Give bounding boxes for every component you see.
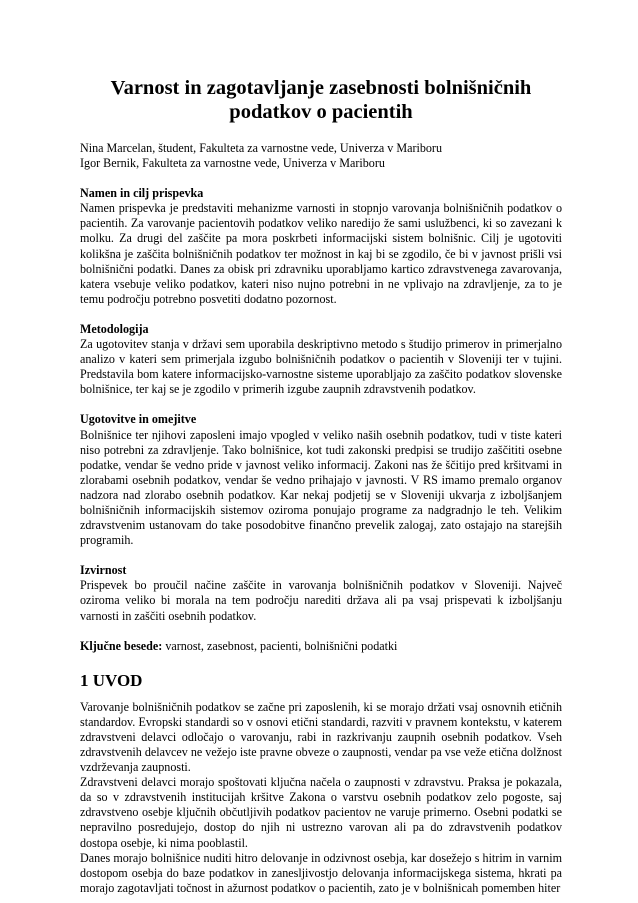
keywords-label: Ključne besede:	[80, 638, 163, 653]
section-text-methodology: Za ugotovitev stanja v državi sem uporabila deskriptivno metodo s študijo primerov in primerjalno analizo v kateri sem primerjala izgubo bolnišničnih podatkov o pacientih v Sloveniji ter v tujini. Predstavila bom katere informacijsko-varnostne sisteme uporabljajo za zaščito podatkov slovenske bolnišnice, ter kaj se je zgodilo v primerih izgube zaupnih zdravstvenih podatkov.	[80, 337, 562, 397]
chapter-body	[80, 700, 562, 896]
section-text-findings: Bolnišnice ter njihovi zaposleni imajo vpogled v veliko naših osebnih podatkov, tudi v tiste kateri niso potrebni za zdravljenje. Tako bolnišnice, kot tudi zakonski predpisi se trudijo zaščititi osebne podatke, vendar še vedno pride v javnost veliko informacij. Zakoni nas že ščitijo pred kršitvami in zlorabami osebnih podatkov, vendar še vedno prihajajo v javnosti. V RS imamo premalo organov nadzora nad zlorabo osebnih podatkov. Kar nekaj podjetij se v Sloveniji ukvarja z izboljšanjem bolnišničnih informacijskih sistemov oziroma ponujajo programe za nadgradnjo le teh. Velikim zdravstvenim ustanovam do take posodobitve finančno prevelik zalogaj, zato ostajajo na starejših programih.	[80, 427, 562, 548]
keywords-text: varnost, zasebnost, pacienti, bolnišnični podatki	[162, 638, 398, 653]
section-heading-purpose: Namen in cilj prispevka	[80, 186, 204, 201]
author-list	[80, 141, 562, 171]
paper-title: Varnost in zagotavljanje zasebnosti bolnišničnih podatkov o pacientih	[110, 77, 532, 123]
document-page	[80, 0, 562, 896]
chapter-paragraph: Danes morajo bolnišnice nuditi hitro delovanje in odzivnost osebja, kar dosežejo s hitrim in varnim dostopom osebja do baze podatkov in zanesljivostjo delovanja informacijskega sistema, hkrati pa morajo zagotavljati točnost in ažurnost podatkov o pacientih, zato je v bolnišnicah pomemben hiter	[80, 850, 562, 895]
author-line: Igor Bernik, Fakulteta za varnostne vede, Univerza v Mariboru	[80, 156, 385, 171]
section-heading-findings: Ugotovitve in omejitve	[80, 412, 197, 427]
section-text-purpose: Namen prispevka je predstaviti mehanizme varnosti in stopnjo varovanja bolnišničnih podatkov o pacientih. Za varovanje pacientovih podatkov veliko naredijo že sami uslužbenci, ki so zavezani k molku. Za drugi del zaščite pa mora poskrbeti informacijski sistem bolnišnic. Cilj je ugotoviti kolikšna je zaščita bolnišničnih podatkov ter možnost in kaj bi se zgodilo, če bi v javnost prišli vsi bolnišnični podatki. Danes za obisk pri zdravniku uporabljamo kartico zdravstvenega zavarovanja, katera vsebuje veliko podatkov, kateri niso nujno potrebni in ne vplivajo na zdravljenje, za to je temu področju potrebno posvetiti dodatno pozornost.	[80, 201, 562, 306]
author-line: Nina Marcelan, študent, Fakulteta za varnostne vede, Univerza v Mariboru	[80, 141, 443, 155]
section-text-originality: Prispevek bo proučil načine zaščite in varovanja bolnišničnih podatkov v Sloveniji. Največ oziroma veliko bi morala na tem področju narediti država ali pa vsaj prispevati k izboljšanju varnosti in zaščiti osebnih podatkov.	[80, 578, 562, 623]
chapter-paragraph: Zdravstveni delavci morajo spoštovati ključna načela o zaupnosti v zdravstvu. Praksa je pokazala, da so v zdravstvenih institucijah kršitve Zakona o varstvu osebnih podatkov zelo pogoste, saj zdravstveno osebje ključnih občutljivih podatkov pacientov ne varuje primerno. Osebni podatki se nepravilno posredujejo, dostop do njih ni ustrezno varovan ali pa do zdravstvenih podatkov dostopa osebje, ki nima pooblastil.	[80, 775, 562, 850]
chapter-paragraph: Varovanje bolnišničnih podatkov se začne pri zaposlenih, ki se morajo držati vsaj osnovnih etičnih standardov. Evropski standardi so v osnovi etični standardi, razviti v pravnem kontekstu, v katerem zdravstveni delavci odločajo o varovanju, rabi in razkrivanju zaupnih osebnih podatkov. Vseh zdravstvenih delavcev ne vežejo iste pravne obveze o zaupnosti, vendar pa vse veže etična dolžnost vzdrževanja zaupnosti.	[80, 699, 562, 775]
section-heading-methodology: Metodologija	[80, 321, 149, 336]
keywords-line	[80, 639, 562, 654]
chapter-heading: 1 UVOD	[80, 670, 143, 690]
section-heading-originality: Izvirnost	[80, 563, 127, 578]
